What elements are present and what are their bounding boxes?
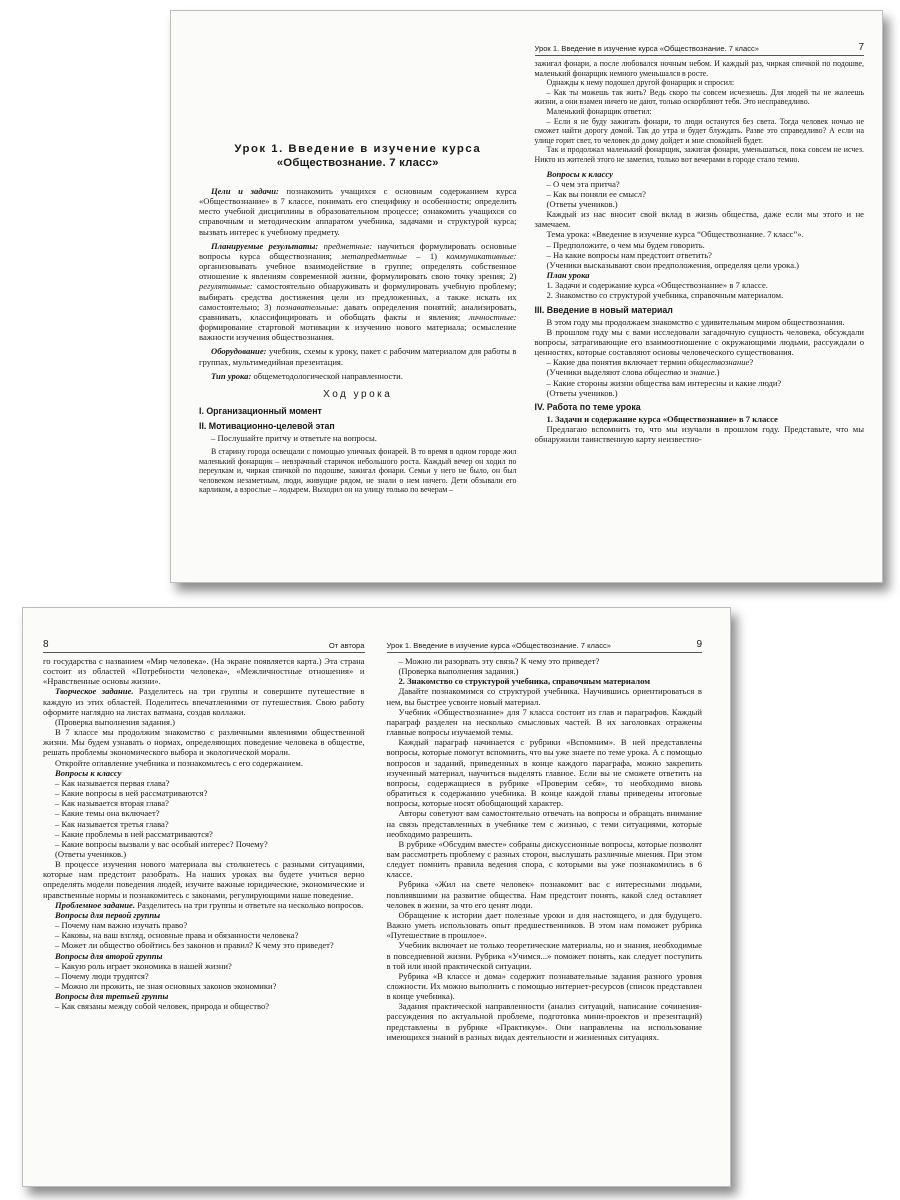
paragraph: Авторы советуют вам самостоятельно отвечать на вопросы и обращать внимание на связь представленных в учебнике тем с жизнью, с теми ситуациями, которые необходимо разрешить. (386, 808, 702, 839)
subheading: Вопросы к классу (55, 767, 122, 778)
paragraph: Задания практической направленности (анализ ситуаций, написание сочинения-рассуждения по актуальной проблеме, подготовка мини-проектов и презентаций) представлены в рубрике «Практикум». Они направлены на использование имеющихся знаний в разных видах деятельности и жизненных ситуациях. (386, 1001, 702, 1042)
section-heading-2: II. Мотивационно-целевой этап (199, 420, 335, 431)
paragraph: В 7 классе мы продолжим знакомство с различными явлениями общественной жизни. Мы будем узнавать о нормах, определяющих поведение человека в обществе, решать проблемы экономического выбора и экологической морали. (43, 727, 365, 758)
section-heading-1: I. Организационный момент (199, 405, 322, 416)
paragraph: Предлагаю вспомнить то, что мы изучали в прошлом году. Представьте, что мы обнаружили таинственную карту неизвестно- (534, 423, 864, 445)
page-8 (23, 608, 377, 1186)
subheading: Вопросы для второй группы (55, 950, 163, 961)
list-item: – О чем эта притча? (546, 178, 620, 189)
section-heading-4: IV. Работа по теме урока (534, 401, 641, 412)
list-item: – Какие стороны жизни общества вам интересны и какие люди? (546, 377, 782, 388)
lesson-type-paragraph: Тип урока: общеметодологической направленности. (211, 370, 403, 381)
subheading: Вопросы к классу (546, 168, 613, 179)
paragraph: Каждый из нас вносит свой вклад в жизнь общества, даже если мы этого и не замечаем. (534, 209, 864, 230)
list-item: (Ответы учеников.) (546, 199, 618, 209)
list-item: – Какие проблемы в ней рассматриваются? (55, 828, 213, 839)
list-item: – Почему нам важно изучать право? (55, 920, 188, 931)
paragraph: Учебник «Обществознание» для 7 класса состоит из глав и параграфов. Каждый параграф разделен на несколько смысловых частей. В их заголовках отражены главные вопросы изучаемой темы. (386, 706, 702, 738)
paragraph: Каждый параграф начинается с рубрики «Вспомним». В ней представлены вопросы, которые помогут вспомнить, что вы уже знаете по теме урока. А с помощью вопросов и заданий, приведенных в конце каждого параграфа, можно закрепить изученный материал, научиться выделять главное. Если вы не сможете ответить на вопросы, содержащиеся в рубрике «Проверим себя», то необходимо вновь обратиться к содержанию учебника. В конце каждой главы приведены итоговые вопросы, которые носят обобщающий характер. (386, 737, 702, 809)
list-item: – Можно ли прожить, не зная основных законов экономики? (55, 981, 277, 991)
page-number: 8 (43, 639, 49, 650)
paragraph: Откройте оглавление учебника и познакомьтесь с его содержанием. (55, 757, 304, 768)
running-head: 8 От автора (43, 639, 365, 653)
subheading: Вопросы для третьей группы (55, 991, 169, 1002)
list-item: – Предположите, о чем мы будем говорить. (546, 239, 705, 250)
list-item: – Можно ли разорвать эту связь? К чему это приведет? (398, 656, 600, 666)
subheading: План урока (546, 270, 590, 281)
paragraph: Рубрика «Жил на свете человек» познакомит вас с интересными людьми, повлиявшими на развитие общества. Нам предстоит понять, какой след оставляет человек в жизни, за что его ценят люди. (386, 879, 702, 910)
page-7 (527, 11, 883, 582)
list-item: – Каковы, на ваш взгляд, основные права и обязанности человека? (55, 930, 299, 941)
paragraph: Тема урока: «Введение в изучение курса “Обществознание. 7 класс”». (546, 229, 804, 240)
paragraph: В этом году мы продолжаем знакомство с удивительным миром обществознания. (546, 316, 845, 327)
subsection-heading: 2. Знакомство со структурой учебника, справочным материалом (398, 676, 651, 687)
paragraph: Проблемное задание. Разделитесь на три группы и ответьте на несколько вопросов. (55, 899, 364, 910)
paragraph: Рубрика «В классе и дома» содержит познавательные задания разного уровня сложности. Их можно выполнить с помощью интернет-ресурсов (список представлен в конце учебника). (386, 970, 702, 1002)
list-item: (Ученики выделяют слова общество и знание.) (546, 367, 720, 378)
list-item: 1. Задачи и содержание курса «Обществознание» в 7 классе. (546, 280, 768, 291)
list-item: (Проверка выполнения задания.) (398, 666, 519, 677)
goals-paragraph: Цели и задачи: познакомить учащихся с основным содержанием курса «Обществознание» в 7 классе, понимать его специфику и особенности; определить место учебной дисциплины в образовательном процессе; ознакомить учащихся со справочным и методическим аппаратом учебника, задачами и структурой курса; вызвать интерес к учебному предмету. (199, 186, 517, 237)
list-item: 2. Знакомство со структурой учебника, справочным материалом. (546, 290, 784, 301)
running-head: Урок 1. Введение в изучение курса «Обществознание. 7 класс» 9 (387, 639, 703, 653)
top-page-spread (170, 10, 883, 583)
subsection-heading: 1. Задачи и содержание курса «Обществознание» в 7 классе (546, 413, 778, 424)
running-head: Урок 1. Введение в изучение курса «Обществознание. 7 класс» 7 (535, 42, 865, 56)
page-9 (377, 608, 731, 1186)
list-item: – На какие вопросы нам предстоит ответить? (546, 249, 712, 260)
list-item: – Почему люди трудятся? (55, 970, 149, 981)
page-number: 7 (858, 42, 864, 53)
paragraph: (Проверка выполнения задания.) (55, 716, 175, 727)
paragraph: Давайте познакомимся со структурой учебника. Научившись ориентироваться в нем, вы быстрее усвоите новый материал. (386, 686, 702, 707)
paragraph: Обращение к истории дает полезные уроки и для настоящего, и для будущего. Важно уметь использовать опыт предшественников. В этом нам поможет рубрика «Путешествие в прошлое». (386, 909, 702, 941)
bottom-page-spread (22, 607, 731, 1187)
results-paragraph: Планируемые результаты: предметные: научиться формулировать основные вопросы курса обществознания; метапредметные – 1) коммуникативные: организовывать учебное взаимодействие в группе; определять собственное отношение к явлениям современной жизни, формулировать свою точку зрения; 2) регулятивные: самостоятельно обнаруживать и формулировать учебную проблему; выбирать средства достижения цели из предложенных, а также искать их самостоятельно; 3) познавательные: давать определения понятий; анализировать, сравнивать, классифицировать и обобщать факты и явления; личностные: формирование стартовой мотивации к изучению нового материала; осмысление важности изучения обществознания. (199, 240, 517, 343)
list-item: – Как вы поняли ее смысл? (546, 188, 646, 199)
list-item: – Какие вопросы вызвали у вас особый интерес? Почему? (55, 838, 268, 849)
list-item: – Какую роль играет экономика в нашей жизни? (55, 960, 232, 971)
list-item: – Может ли общество обойтись без законов и правил? К чему это приведет? (55, 940, 334, 951)
list-item: (Ответы учеников.) (546, 387, 618, 398)
list-item: – Какие два понятия включает термин обществознание? (546, 357, 754, 368)
list-item: – Как называется первая глава? (55, 777, 170, 788)
paragraph: Творческое задание. Разделитесь на три группы и совершите путешествие в каждую из этих областей. Поделитесь впечатлениями от путешествия. Свою работу оформите наглядно на листах ватмана, создав коллажи. (43, 686, 365, 717)
paragraph: В процессе изучения нового материала вы столкнетесь с разными ситуациями, которые нам предстоит разобрать. На наших уроках вы будете учиться верно определять модели поведения людей, изучите важные юридические, экономические и нравственные нормы и познакомитесь с законами, регулирующими наше поведение. (43, 859, 365, 900)
paragraph: В рубрике «Обсудим вместе» собраны дискуссионные вопросы, которые позволят вам рассмотреть проблему с разных сторон, выслушать различные мнения. При этом следует помнить правила ведения спора, с которыми вы уже познакомились в 6 классе. (386, 838, 702, 880)
section-heading-3: III. Введение в новый материал (534, 304, 673, 315)
subheading: Вопросы для первой группы (55, 909, 161, 920)
list-item: – Какие темы она включает? (55, 808, 160, 819)
list-item: – Какие вопросы в ней рассматриваются? (55, 788, 208, 799)
list-item: – Как называется вторая глава? (55, 798, 169, 809)
paragraph: го государства с названием «Мир человека». (На экране появляется карта.) Эта страна состоит из областей «Потребности человека», «Межличностные отношения» и «Нравственные основы жизни». (43, 656, 365, 687)
page-6 (171, 11, 527, 582)
lesson-title: Урок 1. Введение в изучение курса «Обществознание. 7 класс» (234, 143, 482, 169)
list-item: – Как называется третья глава? (55, 818, 169, 829)
page-number: 9 (696, 639, 702, 650)
parable-text: В старину города освещали с помощью уличных фонарей. В то время в одном городе жил маленький фонарщик – невзрачный старичок небольшого роста. Каждый вечер он ходил по переулкам и, чиркая спичкой по подошве, зажигал фонари. Семьи у него не было, он был человеком незаметным, люди, живущие рядом, не знали о нем ничего. Дети обзывали его карликом, а взрослые – лодырем. Выходил он на улицу только по вечерам – (199, 446, 517, 495)
list-item: (Ответы учеников.) (55, 848, 127, 859)
list-item: – Как связаны между собой человек, природа и общество? (55, 1001, 270, 1012)
paragraph: Учебник включает не только теоретические материалы, но и знания, необходимые в повседневной жизни. Рубрика «Учимся...» поможет понять, как следует поступить в той или иной практической ситуации. (386, 940, 702, 971)
parable-continuation: зажигал фонари, а после любовался ночным небом. И каждый раз, чиркая спичкой по подошве, маленький фонарщик немного уменьшался в росте. Однажды к нему подошел другой фонарщик и спросил: – Как ты можешь так жить? Ведь скоро ты совсем исчезнешь. Для людей ты не жалеешь жизни, а они взамен ничего не дают, только оскорбляют тебя. Это несправедливо. Маленький фонарщик ответил: – Если я не буду зажигать фонари, то люди останутся без света. Тогда человек ночью не сможет найти дорогу домой. Так до утра и будет блуждать. Разве это справедливо? А если на улице горит свет, то человек до дому дойдет и мне спокойней будет. Так и продолжал маленький фонарщик, зажигая фонари, уменьшаться, пока совсем не исчез. Никто из жителей этого не заметил, только вот вечерами в городе стало темно. (534, 59, 864, 164)
lesson-progress-heading: Ход урока (323, 388, 393, 400)
paragraph: – Послушайте притчу и ответьте на вопросы. (211, 432, 377, 443)
paragraph: В прошлом году мы с вами исследовали загадочную сущность человека, обсуждали вопросы, затрагивающие его взаимоотношение с окружающими людьми, рассуждали о ценностях, которые составляют основы человеческого существования. (534, 326, 864, 358)
equipment-paragraph: Оборудование: учебник, схемы к уроку, пакет с рабочим материалом для работы в группах, мультимедийная презентация. (199, 346, 517, 367)
paragraph: (Ученики высказывают свои предположения, определяя цели урока.) (546, 259, 800, 270)
